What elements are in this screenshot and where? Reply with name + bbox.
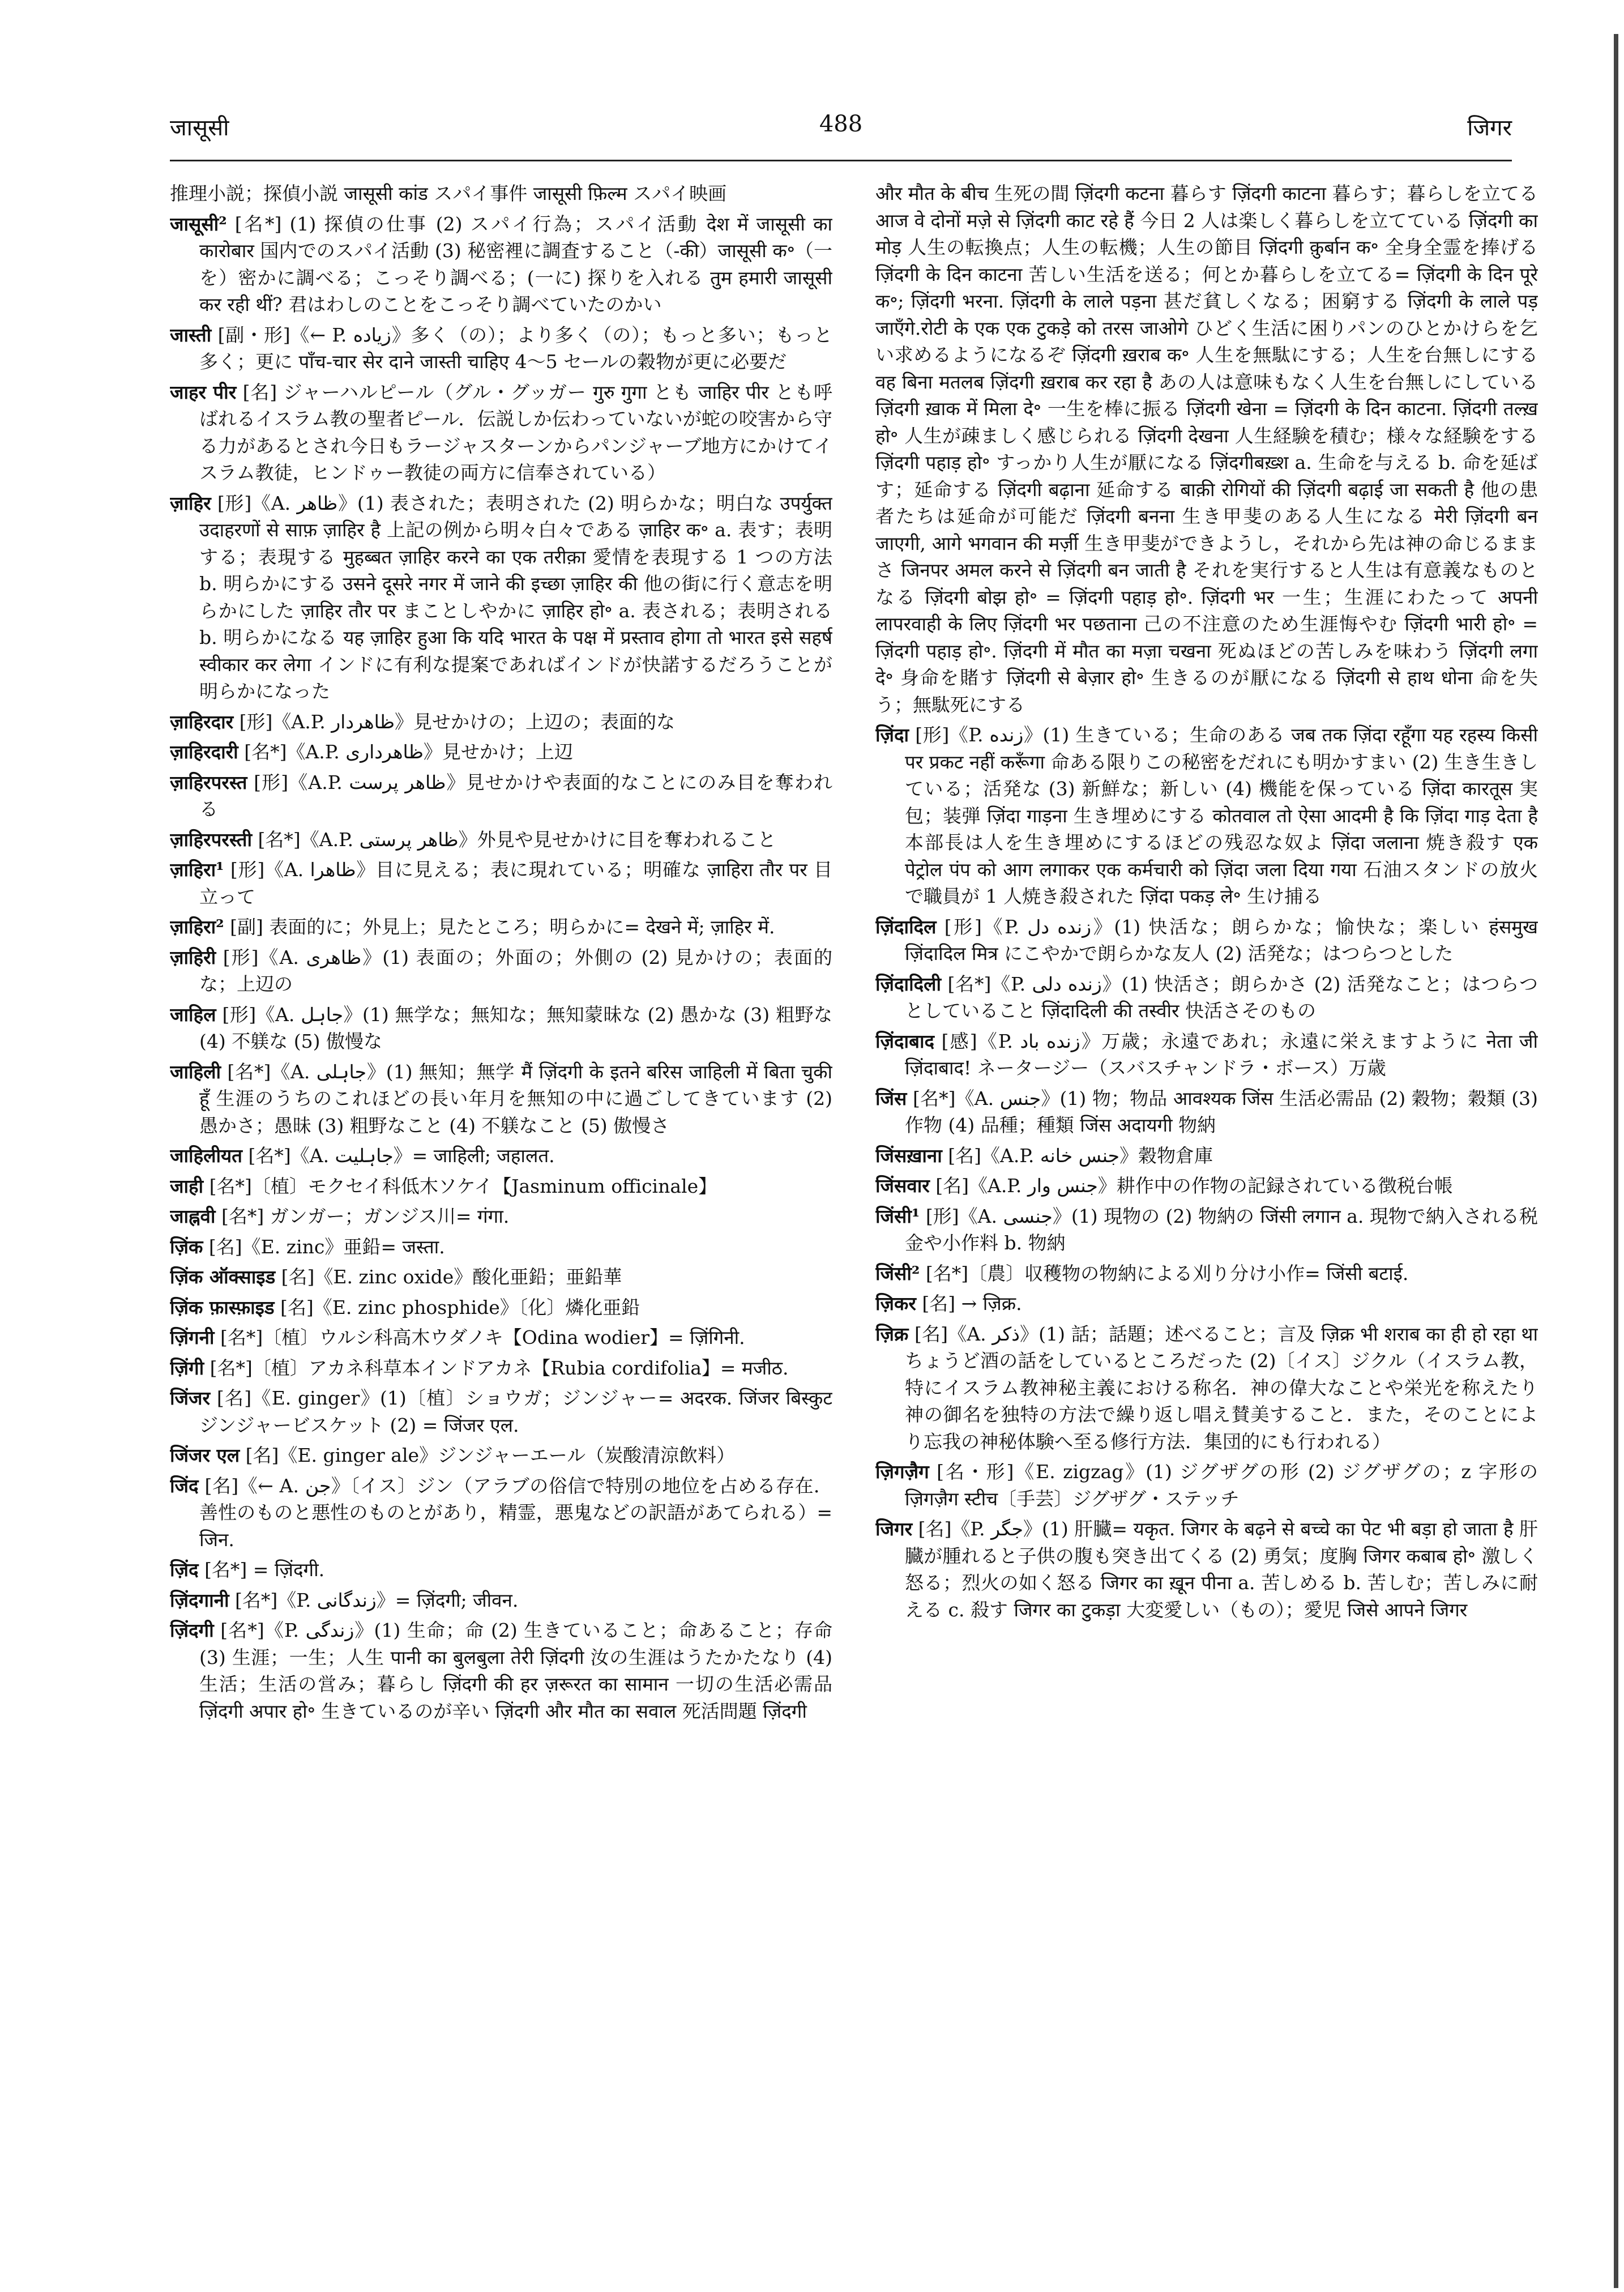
entry-definition: [副・形]《← P. زیاده》多く（の）；より多く（の）；もっと多い；もっと多く；更に पाँच-चार सेर दाने जास्ती चाहिए 4〜5 セールの穀物が更に必要だ bbox=[199, 323, 832, 373]
dictionary-entry bbox=[170, 180, 832, 207]
entry-definition: [名]《E. zinc oxide》酸化亜鉛；亜鉛華 bbox=[281, 1266, 622, 1288]
dictionary-entry bbox=[170, 1617, 832, 1725]
entry-definition: [名*]〔植〕ウルシ科高木ウダノキ【Odina wodier】= ज़िंगिनी. bbox=[220, 1326, 745, 1348]
entry-headword: ज़िंगी bbox=[170, 1356, 204, 1379]
dictionary-entry bbox=[170, 1264, 832, 1291]
dictionary-entry bbox=[875, 722, 1538, 910]
entry-headword: ज़िंदाबाद bbox=[875, 1030, 935, 1052]
entry-definition: [名*]《A.P. ظاهرداری》見せかけ；上辺 bbox=[244, 741, 573, 763]
right-column bbox=[875, 180, 1538, 2264]
entry-headword: जाही bbox=[170, 1175, 204, 1197]
entry-definition: [名*]〔植〕アカネ科草本インドアカネ【Rubia cordifolia】= मजीठ. bbox=[210, 1356, 789, 1379]
entry-definition: [名]《P. جگر》(1) 肝臓= यकृत. जिगर के बढ़ने से बच्चे का पेट भी बड़ा हो जाता है 肝臓が腫れると子供の腹も突き出てくる (2) 勇気；度胸 जिगर कबाब हो॰ 激しく怒る；烈火の如く怒る जिगर का ख़ून पीना a. 苦しめる b. 苦しむ；苦しみに耐える c. 殺す जिगर का टुकड़ा 大変愛しい（もの）；愛児 जिसे आपने जिगर bbox=[905, 1518, 1538, 1621]
page-number: 488 bbox=[819, 111, 863, 137]
entry-headword: जिगर bbox=[875, 1518, 913, 1540]
dictionary-entry bbox=[875, 1142, 1538, 1170]
entry-definition: [名*]《P. زنده دلی》(1) 快活さ；朗らかさ (2) 活発なこと；はつらつとしていること ज़िंदादिली की तस्वीर 快活さそのもの bbox=[905, 972, 1538, 1022]
entry-definition: [形]《A.P. ظاهردار》見せかけの；上辺の；表面的な bbox=[239, 710, 675, 733]
entry-definition: [名]《E. zinc phosphide》〔化〕燐化亜鉛 bbox=[280, 1296, 640, 1318]
guide-word-right: जिगर bbox=[1467, 115, 1512, 141]
dictionary-entry bbox=[170, 1472, 832, 1553]
dictionary-entry bbox=[170, 379, 832, 486]
entry-definition: [名*]《A. جنس》(1) 物；物品 आवश्यक जिंस 生活必需品 (2) 穀物；穀類 (3) 作物 (4) 品種；種類 जिंस अदायगी 物納 bbox=[905, 1087, 1538, 1136]
entry-definition: [名*]《A. جاہلی》(1) 無知；無学 मैं ज़िंदगी के इतने बरिस जाहिली में बिता चुकी हूँ 生涯のうちのこれほどの長い年月を無知の中に過ごしてきています (2) 愚かさ；愚昧 (3) 粗野なこと (4) 不躾なこと (5) 傲慢さ bbox=[199, 1060, 832, 1137]
entry-headword: ज़िंदा bbox=[875, 724, 909, 746]
dictionary-entry bbox=[875, 1458, 1538, 1512]
entry-definition: [名*]《P. زندگی》(1) 生命；命 (2) 生きていること；命あること；存命 (3) 生涯；一生；人生 पानी का बुलबुला तेरी ज़िंदगी 汝の生涯はうたかたなり (4) 生活；生活の営み；暮らし ज़िंदगी की हर ज़रूरत का सामान 一切の生活必需品 ज़िंदगी अपार हो॰ 生きているのが辛い ज़िंदगी और मौत का सवाल 死活問題 ज़िंदगी bbox=[199, 1619, 832, 1722]
entry-headword: जिंसख़ाना bbox=[875, 1144, 942, 1167]
entry-definition: [名*]《A. جاہلیت》= जाहिली; जहालत. bbox=[248, 1145, 555, 1167]
dictionary-entry bbox=[170, 944, 832, 998]
entry-headword: जास्ती bbox=[170, 323, 212, 346]
dictionary-entry bbox=[170, 1324, 832, 1351]
entry-definition: [名]《E. ginger ale》ジンジャーエール（炭酸清涼飲料） bbox=[245, 1444, 736, 1466]
entry-headword: ज़ाहिरपरस्ती bbox=[170, 828, 253, 851]
entry-headword: ज़िंदादिल bbox=[875, 915, 937, 938]
dictionary-entry bbox=[170, 1556, 832, 1584]
entry-definition: [名*]《A.P. ظاهر پرستی》外見や見せかけに目を奪われること bbox=[258, 828, 776, 851]
dictionary-entry bbox=[170, 1294, 832, 1321]
entry-headword: जाहर पीर bbox=[170, 381, 237, 403]
entry-headword: ज़िंक ऑक्साइड bbox=[170, 1266, 276, 1288]
entry-headword: जिंजर bbox=[170, 1387, 211, 1409]
entry-headword: जिंसवार bbox=[875, 1175, 930, 1197]
entry-headword: ज़ाहिरा² bbox=[170, 916, 224, 938]
dictionary-entry bbox=[875, 1260, 1538, 1287]
entry-headword: जासूसी² bbox=[170, 212, 227, 235]
entry-headword: जाहिलीयत bbox=[170, 1145, 242, 1167]
entry-headword: ज़िंक bbox=[170, 1235, 203, 1258]
entry-definition: [名]《A. ذکر》(1) 話；話題；述べること；言及 ज़िक्र भी शराब का ही हो रहा था ちょうど酒の話をしているところだった (2)〔イス〕ジクル（イスラム教，特にイスラム教神秘主義における称名．神の偉大なことや栄光を称えたり神の御名を独特の方法で繰り返し唱え賛美すること．また，そのことにより忘我の神秘体験へ至る修行方法．集団的にも行われる） bbox=[905, 1322, 1538, 1453]
entry-headword: जिंस bbox=[875, 1087, 907, 1109]
dictionary-entry bbox=[170, 1385, 832, 1439]
entry-headword: ज़िंदगी bbox=[170, 1619, 214, 1641]
entry-definition: [形]《A. جاہل》(1) 無学な；無知な；無知蒙昧な (2) 愚かな (3) 粗野な (4) 不躾な (5) 傲慢な bbox=[199, 1003, 832, 1052]
entry-headword: जाहिल bbox=[170, 1003, 216, 1026]
dictionary-entry bbox=[875, 1516, 1538, 1623]
entry-definition: 推理小説；探偵小説 जासूसी कांड スパイ事件 जासूसी फ़िल्म スパイ映画 bbox=[170, 182, 727, 204]
dictionary-entry bbox=[170, 739, 832, 766]
dictionary-entry bbox=[170, 1058, 832, 1139]
entry-definition: [感]《P. زنده باد》万歳；永遠であれ；永遠に栄えますように नेता जी ज़िंदाबाद! ネータージー（スバスチャンドラ・ボース）万歳 bbox=[905, 1030, 1538, 1079]
left-column bbox=[170, 180, 832, 2264]
dictionary-entry bbox=[170, 708, 832, 736]
entry-headword: ज़िंद bbox=[170, 1559, 199, 1581]
entry-headword: ज़ाहिरा¹ bbox=[170, 859, 224, 881]
entry-definition: [名]《A.P. جنس خانه》穀物倉庫 bbox=[948, 1144, 1213, 1167]
entry-definition: [名]《← A. جن》〔イス〕ジン（アラブの俗信で特別の地位を占める存在．善性のものと悪性のものとがあり，精霊，悪鬼などの訳語があてられる）= जिन. bbox=[199, 1474, 832, 1551]
entry-headword: ज़िक्र bbox=[875, 1322, 909, 1345]
entry-headword: ज़िंक फ़ास्फ़ाइड bbox=[170, 1296, 275, 1318]
entry-definition: [名]《E. zinc》亜鉛= जस्ता. bbox=[208, 1235, 445, 1258]
entry-definition: [名・形]《E. zigzag》(1) ジグザグの形 (2) ジグザグの；z 字形の ज़िगज़ैग स्टीच〔手芸〕ジグザグ・ステッチ bbox=[905, 1461, 1538, 1510]
dictionary-entry bbox=[170, 914, 832, 941]
page-edge bbox=[1614, 34, 1618, 2288]
dictionary-entry bbox=[875, 1203, 1538, 1257]
entry-definition: [名*]〔植〕モクセイ科低木ソケイ【Jasminum officinale】 bbox=[209, 1175, 717, 1197]
entry-headword: ज़ाहिर bbox=[170, 492, 211, 514]
entry-definition: [名*]《P. زندگانی》= ज़िंदगी; जीवन. bbox=[235, 1589, 519, 1611]
dictionary-entry bbox=[170, 769, 832, 823]
entry-definition: [形]《A.P. ظاهر پرست》見せかけや表面的なことにのみ目を奪われる bbox=[199, 771, 832, 820]
dictionary-entry bbox=[875, 1290, 1538, 1317]
entry-definition: [名] → ज़िक्र. bbox=[922, 1292, 1022, 1314]
guide-word-left: जासूसी bbox=[170, 115, 229, 141]
entry-headword: ज़ाहिरी bbox=[170, 946, 216, 968]
dictionary-entry bbox=[170, 1234, 832, 1261]
entry-definition: [名] ジャーハルピール（グル・グッガー गुरु गुगा とも जाहिर पीर とも呼ばれるイスラム教の聖者ピール．伝説しか伝わっていないが蛇の咬害から守る力があるとされ今日もラージャスターンからパンジャーブ地方にかけてイスラム教徒，ヒンドゥー教徒の両方に信奉されている） bbox=[199, 381, 832, 484]
entry-definition: [形]《P. زنده دل》(1) 快活な；朗らかな；愉快な；楽しい हंसमुख ज़िंदादिल मित्र にこやかで朗らかな友人 (2) 活発な；はつらつとした bbox=[905, 915, 1538, 964]
entry-headword: जाहिली bbox=[170, 1060, 221, 1083]
dictionary-entry bbox=[170, 1442, 832, 1469]
entry-headword: ज़ाहिरदार bbox=[170, 710, 234, 733]
dictionary-entry bbox=[170, 1355, 832, 1382]
dictionary-entry bbox=[170, 211, 832, 318]
entry-definition: [形]《A. جنسی》(1) 現物の (2) 物納の जिंसी लगान a. 現物で納入される税金や小作料 b. 物納 bbox=[905, 1205, 1538, 1254]
dictionary-entry bbox=[170, 1142, 832, 1170]
entry-definition: [形]《A. ظاهر》(1) 表された；表明された (2) 明らかな；明白な उपर्युक्त उदाहरणों से साफ़ ज़ाहिर है 上記の例から明々白々である ज़ाहिर क॰ a. 表す；表明する；表現する मुहब्बत ज़ाहिर करने का एक तरीक़ा 愛情を表現する 1 つの方法 b. 明らかにする उसने दूसरे नगर में जाने की इच्छा ज़ाहिर की 他の街に行く意志を明らかにした ज़ाहिर तौर पर まことしやかに ज़ाहिर हो॰ a. 表される；表明される b. 明らかになる यह ज़ाहिर हुआ कि यदि भारत के पक्ष में प्रस्ताव होगा तो भारत इसे सहर्ष स्वीकार कर लेगा インドに有利な提案であればインドが快諾するだろうことが明らかになった bbox=[199, 492, 832, 702]
entry-definition: और मौत के बीच 生死の間 ज़िंदगी कटना 暮らす ज़िंदगी काटना 暮らす；暮らしを立てる आज वे दोनों मज़े से ज़िंदगी काट रहे हैं 今日 2 人は楽しく暮らしを立てている ज़िंदगी का मोड़ 人生の転換点；人生の転機；人生の節目 ज़िंदगी क़ुर्बान क॰ 全身全霊を捧げる ज़िंदगी के दिन काटना 苦しい生活を送る；何とか暮らしを立てる= ज़िंदगी के दिन पूरे क॰; ज़िंदगी भरना. ज़िंदगी के लाले पड़ना 甚だ貧しくなる；困窮する ज़िंदगी के लाले पड़ जाएँगे.रोटी के एक एक टुकड़े को तरस जाओगे ひどく生活に困りパンのひとかけらを乞い求めるようになるぞ ज़िंदगी ख़राब क॰ 人生を無駄にする；人生を台無しにする वह बिना मतलब ज़िंदगी ख़राब कर रहा है あの人は意味もなく人生を台無しにしている ज़िंदगी ख़ाक में मिला दे॰ 一生を棒に振る ज़िंदगी खेना = ज़िंदगी के दिन काटना. ज़िंदगी तल्ख़ हो॰ 人生が疎ましく感じられる ज़िंदगी देखना 人生経験を積む；様々な経験をする ज़िंदगी पहाड़ हो॰ すっかり人生が厭になる ज़िंदगीबख़्श a. 生命を与える b. 命を延ばす；延命する ज़िंदगी बढ़ाना 延命する बाक़ी रोगियों की ज़िंदगी बढ़ाई जा सकती है 他の患者たちは延命が可能だ ज़िंदगी बनना 生き甲斐のある人生になる मेरी ज़िंदगी बन जाएगी, आगे भगवान की मर्ज़ी 生き甲斐ができようし，それから先は神の命じるままさ जिनपर अमल करने से ज़िंदगी बन जाती है それを実行すると人生は有意義なものとなる ज़िंदगी बोझ हो॰ = ज़िंदगी पहाड़ हो॰. ज़िंदगी भर 一生；生涯にわたって अपनी लापरवाही के लिए ज़िंदगी भर पछताना 己の不注意のため生涯悔やむ ज़िंदगी भारी हो॰ = ज़िंदगी पहाड़ हो॰. ज़िंदगी में मौत का मज़ा चखना 死ぬほどの苦しみを味わう ज़िंदगी लगा दे॰ 身命を賭す ज़िंदगी से बेज़ार हो॰ 生きるのが厭になる ज़िंदगी से हाथ धोना 命を失う；無駄死にする bbox=[875, 182, 1538, 716]
entry-headword: जिंसी¹ bbox=[875, 1205, 920, 1227]
dictionary-entry bbox=[875, 180, 1538, 718]
entry-headword: ज़ाहिरपरस्त bbox=[170, 771, 247, 793]
dictionary-entry bbox=[170, 856, 832, 910]
entry-definition: [名*] ガンガー；ガンジス川= गंगा. bbox=[221, 1205, 510, 1227]
dictionary-entry bbox=[875, 1321, 1538, 1456]
entry-definition: [名*]〔農〕収穫物の物納による刈り分け小作= जिंसी बटाई. bbox=[925, 1262, 1409, 1284]
entry-definition: [名*] = ज़िंदगी. bbox=[204, 1559, 325, 1581]
entry-headword: जाह्नवी bbox=[170, 1205, 216, 1227]
entry-definition: [形]《A. ظاهرا》目に見える；表に現れている；明確な ज़ाहिरा तौर पर 目立って bbox=[199, 859, 832, 908]
entry-headword: ज़िकर bbox=[875, 1292, 916, 1314]
entry-definition: [形]《P. زنده》(1) 生きている；生命のある जब तक ज़िंदा रहूँगा यह रहस्य किसी पर प्रकट नहीं करूँगा 命ある限りこの秘密をだれにも明かすまい (2) 生き生きしている；活発な (3) 新鮮な；新しい (4) 機能を保っている ज़िंदा कारतूस 実包；装弾 ज़िंदा गाड़ना 生き埋めにする कोतवाल तो ऐसा आदमी है कि ज़िंदा गाड़ देता है 本部長は人を生き埋めにするほどの残忍な奴よ ज़िंदा जलाना 焼き殺す एक पेट्रोल पंप को आग लगाकर एक कर्मचारी को ज़िंदा जला दिया गया 石油スタンドの放火で職員が 1 人焼き殺された ज़िंदा पकड़ ले॰ 生け捕る bbox=[905, 724, 1538, 907]
entry-definition: [名*] (1) 探偵の仕事 (2) スパイ行為；スパイ活動 देश में जासूसी का कारोबार 国内でのスパイ活動 (3) 秘密裡に調査すること（-की）जासूसी क॰（一を）密かに調べる；こっそり調べる；(一に) 探りを入れる तुम हमारी जासूसी कर रही थीं? 君はわしのことをこっそり調べていたのかい bbox=[199, 212, 832, 315]
dictionary-entry bbox=[875, 971, 1538, 1025]
dictionary-entry bbox=[875, 1172, 1538, 1200]
entry-headword: ज़िंदगानी bbox=[170, 1589, 229, 1611]
dictionary-entry bbox=[170, 322, 832, 375]
dictionary-entry bbox=[170, 826, 832, 853]
entry-headword: जिंजर एल bbox=[170, 1444, 240, 1466]
dictionary-entry bbox=[875, 1028, 1538, 1082]
entry-definition: [名]《E. ginger》(1)〔植〕ショウガ；ジンジャー= अदरक. जिंजर बिस्कुट ジンジャービスケット (2) = जिंजर एल. bbox=[199, 1387, 832, 1436]
dictionary-entry bbox=[170, 1001, 832, 1055]
dictionary-entry bbox=[170, 1203, 832, 1230]
dictionary-entry bbox=[170, 490, 832, 705]
dictionary-entry bbox=[170, 1587, 832, 1614]
entry-definition: [形]《A. ظاهری》(1) 表面の；外面の；外側の (2) 見かけの；表面的な；上辺の bbox=[199, 946, 832, 995]
entry-headword: जिंद bbox=[170, 1474, 199, 1497]
entry-headword: ज़िंदादिली bbox=[875, 972, 942, 995]
dictionary-entry bbox=[170, 1173, 832, 1200]
header-rule bbox=[170, 160, 1512, 161]
dictionary-entry bbox=[875, 1085, 1538, 1139]
dictionary-entry bbox=[875, 914, 1538, 967]
entry-headword: ज़िंगनी bbox=[170, 1326, 215, 1348]
entry-definition: [名]《A.P. جنس وار》耕作中の作物の記録されている徴税台帳 bbox=[935, 1175, 1453, 1197]
entry-headword: ज़ाहिरदारी bbox=[170, 741, 238, 763]
entry-definition: [副] 表面的に；外見上；見たところ；明らかに= देखने में; ज़ाहिर में. bbox=[230, 916, 775, 938]
entry-headword: ज़िगज़ैग bbox=[875, 1461, 929, 1483]
entry-headword: जिंसी² bbox=[875, 1262, 920, 1284]
running-head bbox=[170, 111, 1512, 151]
